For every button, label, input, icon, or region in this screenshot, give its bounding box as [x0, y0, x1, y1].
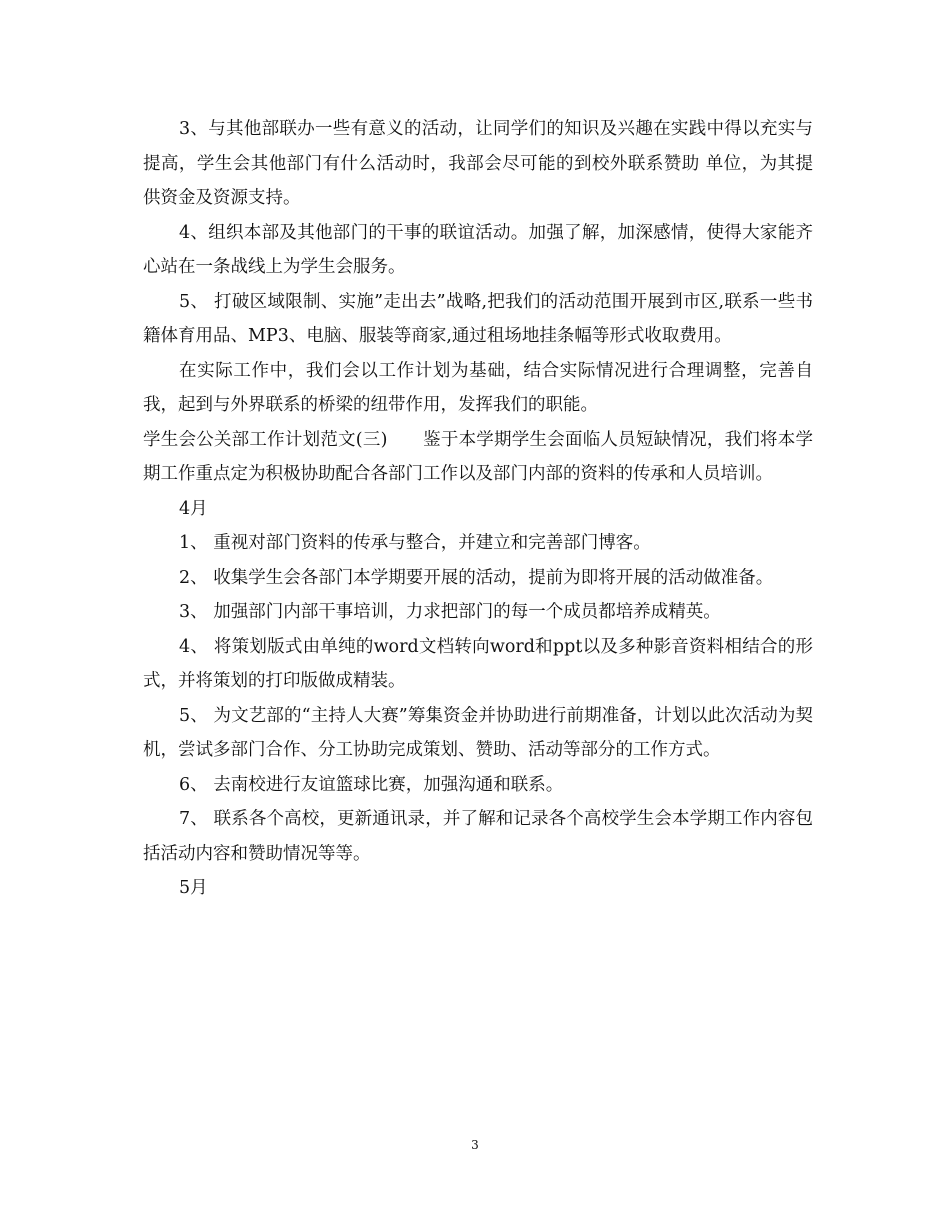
april-item-6: 6、 去南校进行友谊篮球比赛，加强沟通和联系。: [179, 774, 564, 795]
april-item-5: 5、 为文艺部的“主持人大赛”筹集资金并协助进行前期准备，计划以此次活动为契机，尝试多部门合作、分工协助完成策划、赞助、活动等部分的工作方式。: [143, 705, 813, 760]
paragraph-summary: 在实际工作中，我们会以工作计划为基础，结合实际情况进行合理调整，完善自我，起到与外界联系的桥梁的纽带作用，发挥我们的职能。: [143, 360, 813, 415]
april-item-3: 3、 加强部门内部干事培训，力求把部门的每一个成员都培养成精英。: [179, 602, 721, 622]
paragraph-item-5: 5、 打破区域限制、实施”走出去”战略,把我们的活动范围开展到市区,联系一些书籍体育用品、MP3、电脑、服装等商家,通过租场地挂条幅等形式收取费用。: [143, 291, 813, 346]
page-number: 3: [471, 1138, 479, 1152]
april-item-7: 7、 联系各个高校，更新通讯录，并了解和记录各个高校学生会本学期工作内容包括活动内容和赞助情况等等。: [143, 809, 813, 864]
april-item-4: 4、 将策划版式由单纯的word文档转向word和ppt以及多种影音资料相结合的形式，并将策划的打印版做成精装。: [143, 636, 813, 691]
april-item-2: 2、 收集学生会各部门本学期要开展的活动，提前为即将开展的活动做准备。: [179, 567, 774, 588]
paragraph-item-4: 4、组织本部及其他部门的干事的联谊活动。加强了解，加深感情，使得大家能齐心站在一条战线上为学生会服务。: [143, 222, 813, 277]
april-item-1: 1、 重视对部门资料的传承与整合，并建立和完善部门博客。: [179, 533, 651, 553]
document-body: [143, 112, 813, 906]
month-heading-april: 4月: [179, 498, 208, 519]
section-heading-paragraph: 学生会公关部工作计划范文(三) 鉴于本学期学生会面临人员短缺情况，我们将本学期工作重点定为积极协助配合各部门工作以及部门内部的资料的传承和人员培训。: [143, 429, 813, 484]
paragraph-item-3: 3、与其他部联办一些有意义的活动，让同学们的知识及兴趣在实践中得以充实与提高，学生会其他部门有什么活动时，我部会尽可能的到校外联系赞助 单位，为其提供资金及资源支持。: [143, 119, 813, 208]
month-heading-may: 5月: [179, 878, 208, 898]
